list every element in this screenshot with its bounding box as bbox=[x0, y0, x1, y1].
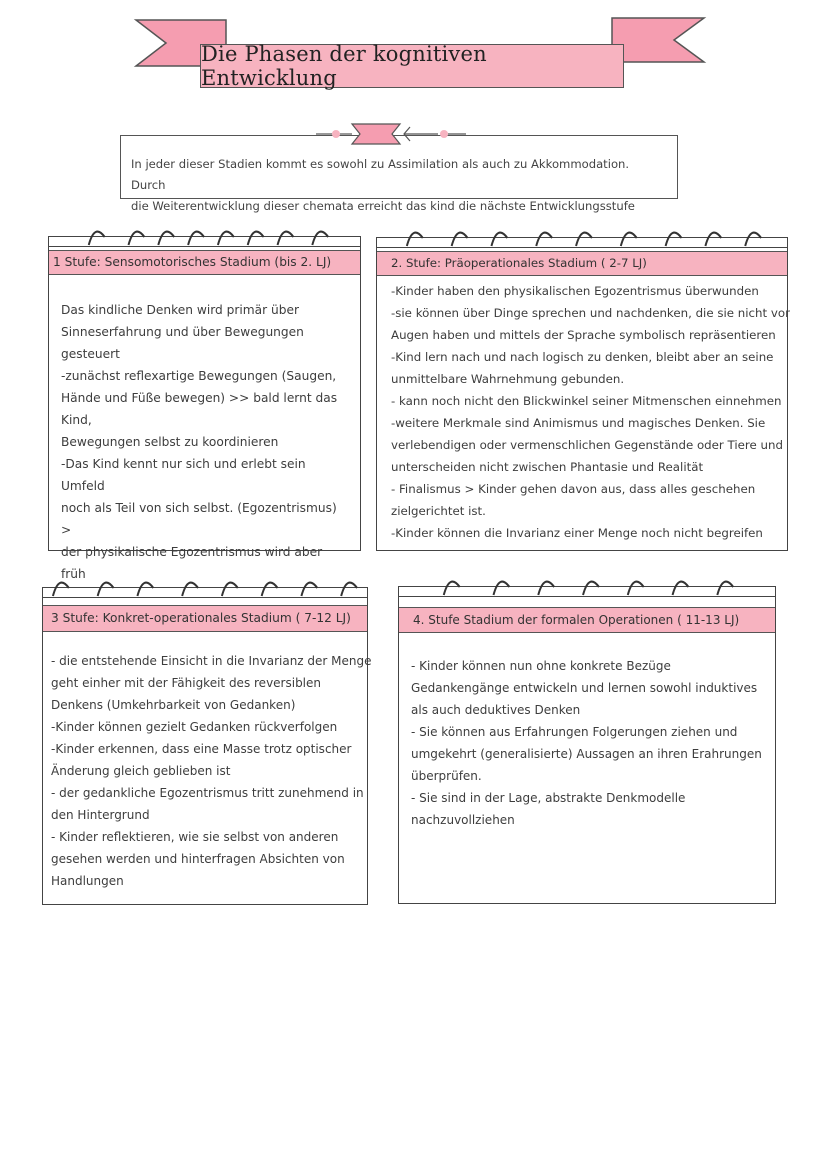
stage-line: - Sie sind in der Lage, abstrakte Denkmodelle bbox=[411, 791, 686, 805]
stage-line: Handlungen bbox=[51, 874, 124, 888]
stage-line: Gedankengänge entwickeln und lernen sowohl induktives bbox=[411, 681, 758, 695]
stage-line: unterscheiden nicht zwischen Phantasie und Realität bbox=[391, 460, 704, 474]
stage-line: - Kinder können nun ohne konkrete Bezüge bbox=[411, 659, 671, 673]
stage-heading: 1 Stufe: Sensomotorisches Stadium (bis 2. LJ) bbox=[49, 250, 360, 275]
stage-line: zielgerichtet ist. bbox=[391, 504, 486, 518]
stage-body bbox=[399, 655, 775, 831]
stage-heading: 3 Stufe: Konkret-operationales Stadium ( 7-12 LJ) bbox=[43, 605, 367, 632]
stage-line: Sinneserfahrung und über Bewegungen bbox=[61, 325, 304, 339]
stage-line: Änderung gleich geblieben ist bbox=[51, 764, 231, 778]
intro-line: die Weiterentwicklung dieser chemata erreicht das kind die nächste Entwicklungsstufe bbox=[131, 199, 635, 213]
stage-line: Augen haben und mittels der Sprache symbolisch repräsentieren bbox=[391, 328, 776, 342]
stage-line: den Hintergrund bbox=[51, 808, 150, 822]
stage-body bbox=[43, 650, 372, 892]
stage-card-1 bbox=[48, 236, 361, 581]
stage-line: - Sie können aus Erfahrungen Folgerungen ziehen und bbox=[411, 725, 738, 739]
stage-line: -Kinder können die Invarianz einer Menge noch nicht begreifen bbox=[391, 526, 763, 540]
stage-line: der physikalische Egozentrismus wird aber früh bbox=[61, 545, 323, 581]
stage-line: - Kinder reflektieren, wie sie selbst von anderen bbox=[51, 830, 339, 844]
stage-line: - Finalismus > Kinder gehen davon aus, dass alles geschehen bbox=[391, 482, 756, 496]
stage-line: als auch deduktives Denken bbox=[411, 703, 581, 717]
stage-line: gesteuert bbox=[61, 347, 120, 361]
stage-line: Bewegungen selbst zu koordinieren bbox=[61, 435, 279, 449]
stage-line: - die entstehende Einsicht in die Invarianz der Menge bbox=[51, 654, 372, 668]
stage-card-2 bbox=[376, 237, 788, 551]
stage-line: Denkens (Umkehrbarkeit von Gedanken) bbox=[51, 698, 296, 712]
stage-line: - der gedankliche Egozentrismus tritt zunehmend in bbox=[51, 786, 364, 800]
spiral-binding-icon bbox=[49, 217, 360, 247]
stage-line: noch als Teil von sich selbst. (Egozentrismus) > bbox=[61, 501, 337, 537]
stage-line: gesehen werden und hinterfragen Absichten von bbox=[51, 852, 345, 866]
stage-body bbox=[49, 299, 360, 607]
stage-line: verlebendigen oder vermenschlichen Gegenstände oder Tiere und bbox=[391, 438, 783, 452]
stage-line: -Kind lern nach und nach logisch zu denken, bleibt aber an seine bbox=[391, 350, 774, 364]
page-title: Die Phasen der kognitiven Entwicklung bbox=[200, 44, 624, 88]
stage-line: -Kinder können gezielt Gedanken rückverfolgen bbox=[51, 720, 338, 734]
stage-line: geht einher mit der Fähigkeit des reversiblen bbox=[51, 676, 322, 690]
stage-heading: 4. Stufe Stadium der formalen Operationen ( 11-13 LJ) bbox=[399, 607, 775, 633]
stage-line: -weitere Merkmale sind Animismus und magisches Denken. Sie bbox=[391, 416, 766, 430]
stage-line: umgekehrt (generalisierte) Aussagen an ihren Erahrungen bbox=[411, 747, 762, 761]
stage-card-3 bbox=[42, 587, 372, 905]
intro-ribbon-icon bbox=[316, 120, 466, 148]
stage-line: unmittelbare Wahrnehmung gebunden. bbox=[391, 372, 625, 386]
spiral-binding-icon bbox=[43, 568, 367, 598]
stage-line: nachzuvollziehen bbox=[411, 813, 515, 827]
stage-line: -Kinder haben den physikalischen Egozentrismus überwunden bbox=[391, 284, 759, 298]
spiral-binding-icon bbox=[377, 218, 787, 248]
stage-line: -sie können über Dinge sprechen und nachdenken, die sie nicht vor bbox=[391, 306, 790, 320]
spiral-binding-icon bbox=[399, 567, 775, 597]
stage-body bbox=[377, 280, 790, 544]
stage-line: Das kindliche Denken wird primär über bbox=[61, 303, 299, 317]
stage-line: -zunächst reflexartige Bewegungen (Saugen, bbox=[61, 369, 337, 383]
stage-heading: 2. Stufe: Präoperationales Stadium ( 2-7 LJ) bbox=[377, 251, 787, 276]
stage-line: -Kinder erkennen, dass eine Masse trotz optischer bbox=[51, 742, 352, 756]
stage-line: - kann noch nicht den Blickwinkel seiner Mitmenschen einnehmen bbox=[391, 394, 782, 408]
stage-line: überprüfen. bbox=[411, 769, 482, 783]
stage-card-4 bbox=[398, 586, 776, 904]
stage-line: Hände und Füße bewegen) >> bald lernt das Kind, bbox=[61, 391, 338, 427]
stage-line: -Das Kind kennt nur sich und erlebt sein Umfeld bbox=[61, 457, 306, 493]
intro-line: In jeder dieser Stadien kommt es sowohl zu Assimilation als auch zu Akkommodation. Durch bbox=[131, 157, 630, 192]
